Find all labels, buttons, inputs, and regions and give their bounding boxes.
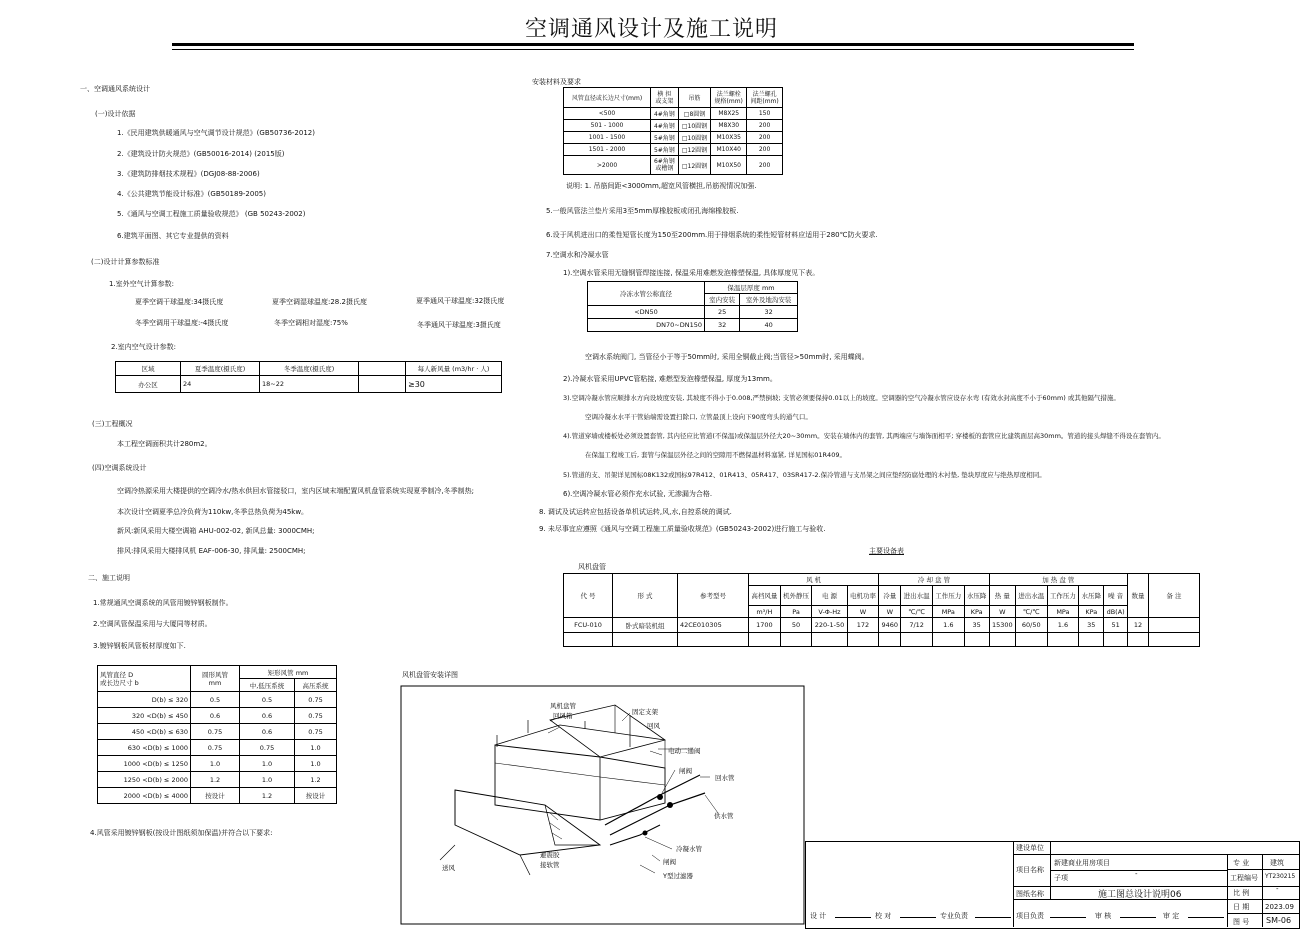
table-row <box>564 120 783 132</box>
note-item: 在保温工程竣工后, 套管与保温层外径之间的空隙用不燃保温材料塞紧, 详见国标01R409。 <box>585 451 846 459</box>
table-cell: 5#角钢 <box>651 132 679 144</box>
table-cell: FCU-010 <box>564 618 613 633</box>
table-cell: 1.2 <box>295 772 337 788</box>
table-cell: 4#角钢 <box>651 120 679 132</box>
table-header: 工作压力 <box>932 586 964 606</box>
basis-item: 5.《通风与空调工程施工质量验收规范》 (GB 50243-2002) <box>117 210 306 218</box>
table-row <box>98 692 337 708</box>
table-cell: 60/50 <box>1015 618 1047 633</box>
table-cell: 0.6 <box>191 708 240 724</box>
table-header: 冷 却 盘 管 <box>879 574 989 586</box>
diagram-title: 风机盘管安装详图 <box>402 671 458 679</box>
table-row <box>98 724 337 740</box>
title-underline <box>172 43 1134 46</box>
table-header: 代 号 <box>564 574 613 618</box>
table-row <box>564 633 1200 647</box>
table-cell: 2000 <D(b) ≤ 4000 <box>98 788 191 804</box>
table-header: 法兰螺栓 规格(mm) <box>711 88 747 108</box>
table-header <box>359 362 406 376</box>
table-header: 冬季温度(摄氏度) <box>260 362 359 376</box>
sub-item-value: - <box>1135 870 1138 878</box>
basis-item: 3.《建筑防排烟技术规程》(DGJ08-88-2006) <box>117 170 260 178</box>
diagram-label: 接软管 <box>540 861 560 869</box>
table-cell: 320 <D(b) ≤ 450 <box>98 708 191 724</box>
system-text: 排风:排风采用大楼排风机 EAF-006-30, 排风量: 2500CMH; <box>117 547 306 555</box>
table-unit: KPa <box>1079 606 1104 618</box>
outdoor-param: 冬季空调用干球温度:-4摄氏度 <box>135 319 229 327</box>
construction-item: 5.一般风管法兰垫片采用3至5mm厚橡胶板或闭孔海绵橡胶板. <box>546 207 739 215</box>
table-header: 进出水温 <box>1015 586 1047 606</box>
diagram-label: 闸阀 <box>663 858 676 866</box>
table-cell: 0.75 <box>191 724 240 740</box>
section-1-heading: 一、空调通风系统设计 <box>80 85 150 93</box>
construction-item: 4.风管采用镀锌钢板(按设计图纸须加保温)并符合以下要求: <box>90 829 273 837</box>
note-item: 空调冷凝水水平干管始端需设置扫除口, 立管最顶上设向下90度弯头的通气口。 <box>585 413 812 421</box>
table-cell: 0.75 <box>295 692 337 708</box>
table-header: 中,低压系统 <box>240 679 295 692</box>
table-cell: M10X40 <box>711 144 747 156</box>
table-cell: 办公区 <box>116 376 181 393</box>
table-cell: 24 <box>181 376 260 393</box>
table-unit: dB(A) <box>1104 606 1128 618</box>
table-cell: □12圆钢 <box>678 156 711 175</box>
table-header: 参考型号 <box>678 574 749 618</box>
table-row <box>98 788 337 804</box>
design-basis-heading: (一)设计依据 <box>95 110 136 118</box>
table-unit: W <box>847 606 879 618</box>
diagram-label: 风机盘管 <box>550 702 576 710</box>
table-header: 进出水温 <box>901 586 933 606</box>
system-heading: (四)空调系统设计 <box>92 464 147 472</box>
table-cell: 18~22 <box>260 376 359 393</box>
table-row <box>564 108 783 120</box>
design-params-heading: (二)设计计算参数标准 <box>91 258 160 266</box>
table-cell: 0.5 <box>191 692 240 708</box>
sheet-no-label: 图 号 <box>1233 918 1250 926</box>
table-cell: M10X35 <box>711 132 747 144</box>
table-header: 备 注 <box>1149 574 1200 618</box>
table-unit: KPa <box>964 606 989 618</box>
table-cell: 1.0 <box>295 740 337 756</box>
table-cell: 150 <box>747 108 783 120</box>
diagram-label: 避震胶 <box>540 851 560 859</box>
table-cell: 0.6 <box>240 708 295 724</box>
table-cell: □12圆钢 <box>678 144 711 156</box>
table-cell: 按设计 <box>191 788 240 804</box>
table-cell: 12 <box>1128 618 1149 633</box>
table-cell: 200 <box>747 120 783 132</box>
outdoor-param: 冬季空调相对湿度:75% <box>274 319 348 327</box>
sheet-no: SM-06 <box>1266 916 1292 925</box>
install-materials-table <box>563 87 783 175</box>
table-cell: 35 <box>1079 618 1104 633</box>
table-cell: 1.6 <box>1047 618 1079 633</box>
table-header: 水压降 <box>964 586 989 606</box>
table-header: 矩形风管 mm <box>240 666 337 679</box>
table-unit: Pa <box>780 606 812 618</box>
table-unit: MPa <box>932 606 964 618</box>
sub-item-label: 子项 <box>1054 874 1068 882</box>
drawing-name-label: 图纸名称 <box>1016 890 1044 898</box>
table-cell: 0.75 <box>191 740 240 756</box>
outdoor-param: 夏季空调干球温度:34摄氏度 <box>135 298 224 306</box>
basis-item: 1.《民用建筑供暖通风与空气调节设计规范》(GB50736-2012) <box>117 129 315 137</box>
table-header: 风管直径或长边尺寸(mm) <box>564 88 651 108</box>
table-row <box>588 319 798 332</box>
diagram-label: Y型过滤器 <box>663 872 693 880</box>
table-row <box>98 740 337 756</box>
table-unit: ℃/℃ <box>901 606 933 618</box>
construction-item: 2.空调风管保温采用与大厦同等材质。 <box>93 620 212 628</box>
role-label: 设 计 <box>810 912 827 920</box>
table-cell: 6#角钢 或槽钢 <box>651 156 679 175</box>
scale-value: - <box>1276 885 1279 893</box>
table-cell: 630 <D(b) ≤ 1000 <box>98 740 191 756</box>
indoor-params-table <box>115 361 502 393</box>
table-cell: 1001 - 1500 <box>564 132 651 144</box>
table-cell: 4#角钢 <box>651 108 679 120</box>
project-name-label: 项目名称 <box>1016 866 1044 874</box>
table-cell: 1.0 <box>191 756 240 772</box>
table-unit: W <box>989 606 1015 618</box>
table-header: 加 热 盘 管 <box>989 574 1127 586</box>
system-text: 本次设计空调夏季总冷负荷为110kw,冬季总热负荷为45kw。 <box>117 508 309 516</box>
basis-item: 6.建筑平面图、其它专业提供的资料 <box>117 232 229 240</box>
section-2-heading: 二、施工说明 <box>88 574 130 582</box>
construction-item: 6.设于风机进出口的柔性短管长度为150至200mm.用于排烟系统的柔性短管材料应适用于280℃防火要求. <box>546 231 878 239</box>
major-value: 建筑 <box>1270 859 1284 867</box>
diagram-label: 回水管 <box>715 774 735 782</box>
table-cell: 40 <box>740 319 798 332</box>
diagram-label: 供水管 <box>714 812 734 820</box>
table-header: 热 量 <box>989 586 1015 606</box>
construction-item: 7.空调水和冷凝水管 <box>546 251 609 259</box>
diagram-label: 闸阀 <box>679 767 692 775</box>
table-header: 机外静压 <box>780 586 812 606</box>
table-cell: 220-1-50 <box>812 618 847 633</box>
table-cell: □8圆钢 <box>678 108 711 120</box>
table-cell: DN70~DN150 <box>588 319 705 332</box>
table-header: 高档风量 <box>749 586 781 606</box>
diagram-label: 送风 <box>442 864 455 872</box>
fcu-install-diagram <box>400 685 805 925</box>
table-header: 工作压力 <box>1047 586 1079 606</box>
table-cell: 0.6 <box>240 724 295 740</box>
diagram-label: 回风 <box>647 722 660 730</box>
table-cell: 1700 <box>749 618 781 633</box>
table-cell: 15300 <box>989 618 1015 633</box>
table-cell: 按设计 <box>295 788 337 804</box>
major-label: 专 业 <box>1233 859 1250 867</box>
table-cell: 1250 <D(b) ≤ 2000 <box>98 772 191 788</box>
table-cell: D(b) ≤ 320 <box>98 692 191 708</box>
valve-note: 空调水系统阀门, 当管径小于等于50mm时, 采用全铜截止阀;当管径>50mm时, 采用蝶阀。 <box>585 353 869 361</box>
role-label: 项目负责 <box>1016 912 1044 920</box>
table-cell: 5#角钢 <box>651 144 679 156</box>
equipment-table <box>563 573 1200 647</box>
table-header: 每人新风量 (m3/hr · 人) <box>406 362 502 376</box>
install-materials-heading: 安装材料及要求 <box>532 78 581 86</box>
table-cell: 1.6 <box>932 618 964 633</box>
table-row <box>98 708 337 724</box>
table-row <box>588 306 798 319</box>
table-cell: 35 <box>964 618 989 633</box>
table-cell: 1.2 <box>240 788 295 804</box>
table-row <box>564 132 783 144</box>
table-header: 高压系统 <box>295 679 337 692</box>
table-cell: 1.0 <box>240 772 295 788</box>
table-cell: 0.75 <box>295 724 337 740</box>
pipe-insulation-table <box>587 281 798 332</box>
table-row <box>98 756 337 772</box>
outdoor-param: 夏季空调湿球温度:28.2摄氏度 <box>272 298 367 306</box>
overview-text: 本工程空调面积共计280m2。 <box>117 440 212 448</box>
table-header: 冷量 <box>879 586 901 606</box>
table-header: 室内安装 <box>705 294 740 306</box>
table-header: 吊筋 <box>678 88 711 108</box>
diagram-label: 电动二通阀 <box>668 747 701 755</box>
table-cell: 1.0 <box>240 756 295 772</box>
table-cell <box>359 376 406 393</box>
table-cell: 0.75 <box>295 708 337 724</box>
table-cell: 0.75 <box>240 740 295 756</box>
table-cell: 25 <box>705 306 740 319</box>
note-item: 4).管道穿墙或楼板处必须设置套管, 其内径应比管道(不保温)或保温层外径大20~30mm。安装在墙体内的套管, 其两端应与墙饰面相平; 穿楼板的套管应比建筑面层高30mm。管道的接头焊缝不得设在套管内。 <box>563 432 1165 440</box>
role-label: 审 定 <box>1163 912 1180 920</box>
table-cell: 1.0 <box>295 756 337 772</box>
outdoor-param: 夏季通风干球温度:32摄氏度 <box>416 297 505 305</box>
table-cell: 200 <box>747 144 783 156</box>
install-note: 说明: 1. 吊筋间距<3000mm,超宽风管横担,吊筋视情况加强. <box>566 182 757 190</box>
outdoor-params-heading: 1.室外空气计算参数: <box>109 280 175 288</box>
table-cell: 9460 <box>879 618 901 633</box>
table-cell: 32 <box>740 306 798 319</box>
diagram-label: 冷凝水管 <box>676 845 702 853</box>
basis-item: 2.《建筑设计防火规范》(GB50016-2014) (2015版) <box>117 150 285 158</box>
table-cell: 1.2 <box>191 772 240 788</box>
table-unit: MPa <box>1047 606 1079 618</box>
table-cell: 450 <D(b) ≤ 630 <box>98 724 191 740</box>
project-no-label: 工程编号 <box>1230 874 1258 882</box>
construction-item: 1.常规通风空调系统的风管用镀锌钢板制作。 <box>93 599 233 607</box>
indoor-params-heading: 2.室内空气设计参数: <box>111 343 177 351</box>
role-label: 审 核 <box>1095 912 1112 920</box>
diagram-label: 固定支架 <box>632 708 658 716</box>
table-cell: 51 <box>1104 618 1128 633</box>
role-label: 专业负责 <box>940 912 968 920</box>
table-cell: 200 <box>747 156 783 175</box>
table-header-unit: mm <box>208 679 222 687</box>
diagram-label: 回风箱 <box>553 712 573 720</box>
table-header: 夏季温度(摄氏度) <box>181 362 260 376</box>
table-cell: 32 <box>705 319 740 332</box>
table-cell: <DN50 <box>588 306 705 319</box>
note-item: 8. 调试及试运转应包括设备单机试运转,风,水,自控系统的调试. <box>539 508 732 516</box>
table-unit: W <box>879 606 901 618</box>
table-header: 形 式 <box>613 574 678 618</box>
note-item: 2).冷凝水管采用UPVC管粘接, 难燃型发泡橡塑保温, 厚度为13mm。 <box>563 375 777 383</box>
table-header: 电 源 <box>812 586 847 606</box>
table-cell: □10圆钢 <box>678 120 711 132</box>
drawing-name: 施工图总设计说明06 <box>1098 890 1182 900</box>
table-header: 横 担 或支架 <box>651 88 679 108</box>
table-cell: 172 <box>847 618 879 633</box>
table-header <box>191 666 240 692</box>
construction-item: 3.镀锌钢板风管板材厚度如下. <box>93 642 186 650</box>
page-title: 空调通风设计及施工说明 <box>524 17 778 42</box>
table-header: 保温层厚度 mm <box>705 282 798 294</box>
project-name: 新建商业用房项目 <box>1054 859 1110 867</box>
table-cell: 42CE010305 <box>678 618 749 633</box>
build-unit-label: 建设单位 <box>1016 844 1044 852</box>
table-cell: ≥30 <box>406 376 502 393</box>
table-header: 冷冻水管公称直径 <box>588 282 705 306</box>
table-header: 风 机 <box>749 574 879 586</box>
table-unit: m³/H <box>749 606 781 618</box>
table-cell: 501 - 1000 <box>564 120 651 132</box>
table-cell: □10圆钢 <box>678 132 711 144</box>
table-row <box>564 156 783 175</box>
table-cell: 200 <box>747 132 783 144</box>
table-cell: 1501 - 2000 <box>564 144 651 156</box>
table-cell: M8X25 <box>711 108 747 120</box>
table-cell: 50 <box>780 618 812 633</box>
scale-label: 比 例 <box>1233 889 1250 897</box>
construction-item: 1).空调水管采用无缝钢管焊接连接, 保温采用难燃发泡橡塑保温, 具体厚度见下表。 <box>563 269 820 277</box>
table-cell: M10X50 <box>711 156 747 175</box>
table-cell: 0.5 <box>240 692 295 708</box>
table-cell: <500 <box>564 108 651 120</box>
table-header: 噪 音 <box>1104 586 1128 606</box>
title-underline-thin <box>172 49 1134 50</box>
thickness-table <box>97 665 337 804</box>
table-unit: ℃/℃ <box>1015 606 1047 618</box>
date-label: 日 期 <box>1233 903 1250 911</box>
table-header: 数量 <box>1128 574 1149 618</box>
table-header: 水压降 <box>1079 586 1104 606</box>
table-cell <box>1149 618 1200 633</box>
table-cell: 卧式暗装机组 <box>613 618 678 633</box>
role-label: 校 对 <box>875 912 892 920</box>
table-header: 电机功率 <box>847 586 879 606</box>
basis-item: 4.《公共建筑节能设计标准》(GB50189-2005) <box>117 190 266 198</box>
table-unit: V-Φ-Hz <box>812 606 847 618</box>
table-cell: >2000 <box>564 156 651 175</box>
table-cell: 1000 <D(b) ≤ 1250 <box>98 756 191 772</box>
table-row <box>98 772 337 788</box>
table-header-text: 圆形风管 <box>202 671 228 679</box>
note-item: 9. 未尽事宜应遵照《通风与空调工程施工质量验收规范》(GB50243-2002)进行施工与验收. <box>539 525 826 533</box>
fcu-label: 风机盘管 <box>578 563 606 571</box>
date-value: 2023.09 <box>1265 903 1294 911</box>
table-row <box>564 618 1200 633</box>
note-item: 6).空调冷凝水管必须作充水试验, 无渗漏为合格. <box>563 490 713 498</box>
project-no: YT230215 <box>1265 873 1296 880</box>
system-text: 空调冷热源采用大楼提供的空调冷水/热水供回水管接驳口，室内区域末端配置风机盘管系统实现夏季制冷,冬季制热; <box>117 487 474 495</box>
outdoor-param: 冬季通风干球温度:3摄氏度 <box>417 321 501 329</box>
table-row <box>564 144 783 156</box>
system-text: 新风:新风采用大楼空调箱 AHU-002-02, 新风总量: 3000CMH; <box>117 527 315 535</box>
table-header: 风管直径 D 或长边尺寸 b <box>98 666 191 692</box>
table-cell: 7/12 <box>901 618 933 633</box>
table-header: 区域 <box>116 362 181 376</box>
equipment-table-title: 主要设备表 <box>869 547 904 555</box>
overview-heading: (三)工程概况 <box>92 420 133 428</box>
table-cell: M8X30 <box>711 120 747 132</box>
note-item: 5).管道的支、吊架详见国标08K132或国标97R412、01R413、05R417、03SR417-2.保冷管道与支吊架之间应垫经防腐处理的木衬垫, 垫块厚度应与绝热厚度相同。 <box>563 471 1046 479</box>
note-item: 3).空调冷凝水管应顺排水方向设坡度安装, 其坡度不得小于0.008,严禁倒坡; 支管必须要保持0.01以上的坡度。空调器的空气冷凝水管应设存水弯 (有效水封高度不小于60mm) 或其他隔气措施。 <box>563 394 1120 402</box>
table-header: 室外及地沟安装 <box>740 294 798 306</box>
table-header: 法兰螺孔 间距(mm) <box>747 88 783 108</box>
